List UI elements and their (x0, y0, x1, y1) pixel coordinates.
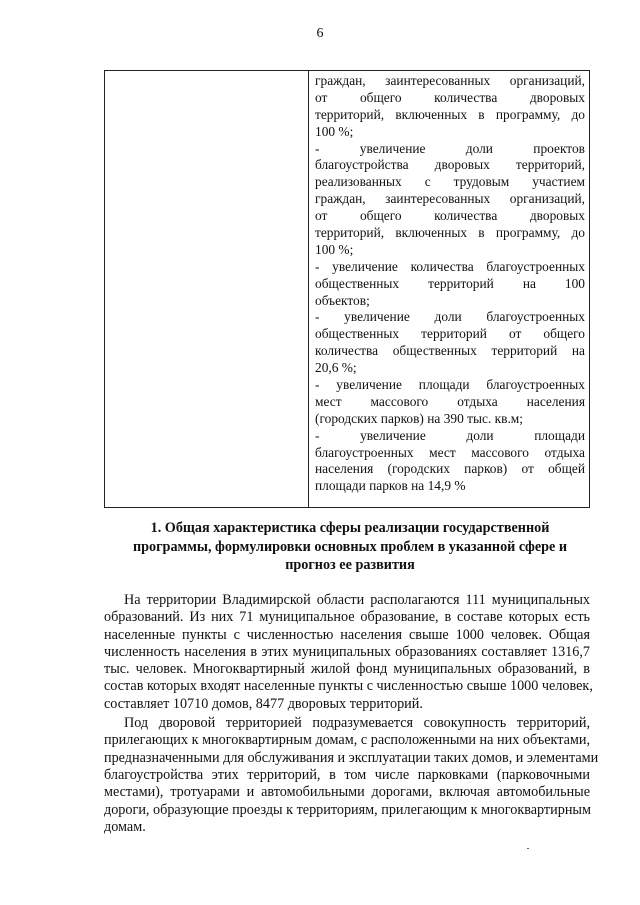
table-cell-line: - увеличение количества благоустроенных (315, 258, 585, 274)
paragraph-line: состав которых входят населенные пункты с численностью свыше 1000 человек, (104, 678, 593, 695)
table-cell-line: 100 %; (315, 123, 354, 139)
paragraph-line: прилегающих к многоквартирным домам, с расположенными на них объектами, (104, 732, 590, 749)
table-cell-line: реализованных с трудовым участием (315, 174, 585, 190)
paragraph-line: численность населения в этих муниципальных образованиях составляет 1316,7 (104, 643, 590, 660)
table-cell-line: мест массового отдыха населения (315, 393, 585, 409)
body-text (104, 592, 599, 836)
table-cell-line: (городских парков) на 390 тыс. кв.м; (315, 410, 523, 426)
table-cell-line: граждан, заинтересованных организаций, (315, 191, 585, 207)
table-cell-line: общественных территорий на 100 (315, 275, 585, 291)
heading-line: 1. Общая характеристика сферы реализации государственной (150, 520, 550, 536)
table-cell-line: граждан, заинтересованных организаций, (315, 73, 585, 88)
paragraph-2 (104, 715, 599, 836)
paragraph-line: дороги, образующие проезды к территориям, прилегающим к многоквартирным (104, 801, 591, 818)
paragraph-1 (104, 592, 593, 713)
table-cell-line: от общего количества дворовых (315, 89, 585, 105)
section-heading (100, 519, 600, 575)
table-cell-line: общественных территорий от общего (315, 326, 585, 342)
table-cell-line: от общего количества дворовых (315, 208, 585, 224)
table-cell-line: - увеличение доли проектов (315, 140, 585, 156)
paragraph-line: образований. Из них 71 муниципальное образование, в составе которых есть (104, 609, 590, 626)
table-cell-line: благоустроенных мест массового отдыха (315, 444, 585, 460)
table-cell-line: благоустройства дворовых территорий, (315, 157, 585, 173)
table-cell-line: площади парков на 14,9 % (315, 478, 466, 494)
table-cell-line: населения (городских парков) от общей (315, 461, 585, 477)
paragraph-line: Под дворовой территорией подразумевается совокупность территорий, (124, 715, 590, 732)
table-cell-line: 100 %; (315, 241, 354, 257)
table-cell-line: объектов; (315, 292, 370, 308)
heading-line: прогноз ее развития (285, 557, 415, 573)
table-left-cell (105, 71, 309, 507)
paragraph-line: На территории Владимирской области располагаются 111 муниципальных (124, 592, 590, 608)
paragraph-line: местами), тротуарами и автомобильными дорогами, включая автомобильные (104, 784, 590, 801)
paragraph-line: благоустройства этих территорий, в том числе парковками (парковочными (104, 766, 590, 783)
table-cell-line: - увеличение доли площади (315, 427, 585, 443)
scan-speck (527, 848, 529, 849)
table-right-cell (309, 71, 589, 507)
paragraph-line: тыс. человек. Многоквартирный жилой фонд муниципальных образований, в (104, 661, 590, 678)
targets-table (104, 70, 590, 508)
heading-line: программы, формулировки основных проблем в указанной сфере и (132, 538, 568, 555)
table-cell-line: территорий, включенных в программу, до (315, 106, 585, 122)
table-cell-line: 20,6 %; (315, 360, 357, 376)
paragraph-line: домам. (104, 818, 146, 835)
table-cell-line: территорий, включенных в программу, до (315, 225, 585, 241)
page-number: 6 (316, 26, 324, 41)
table-cell-line: - увеличение доли благоустроенных (315, 309, 585, 325)
paragraph-line: предназначенными для обслуживания и эксплуатации таких домов, и элементами (104, 749, 599, 766)
table-cell-line: количества общественных территорий на (315, 343, 585, 359)
paragraph-line: составляет 10710 домов, 8477 дворовых территорий. (104, 695, 423, 712)
table-cell-line: - увеличение площади благоустроенных (315, 377, 585, 393)
paragraph-line: населенные пункты с численностью населения свыше 1000 человек. Общая (104, 626, 590, 643)
